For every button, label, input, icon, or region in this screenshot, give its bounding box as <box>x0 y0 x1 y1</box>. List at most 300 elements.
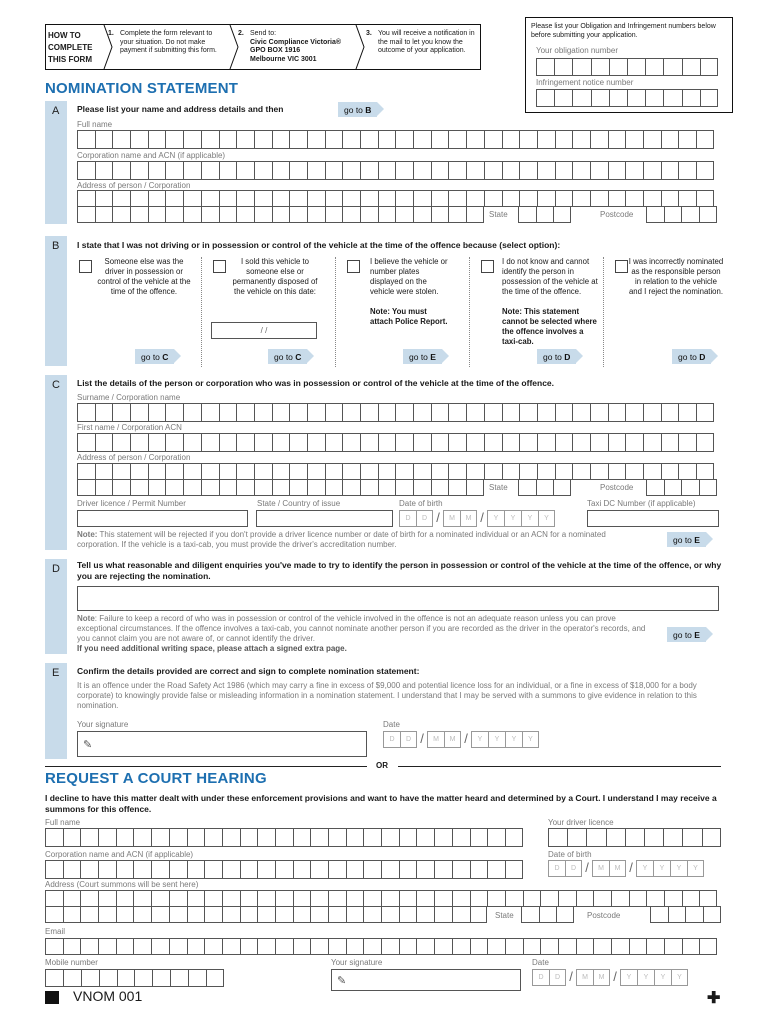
char-box[interactable] <box>63 969 81 987</box>
char-box[interactable] <box>466 463 484 480</box>
char-box[interactable] <box>170 969 188 987</box>
date-char-box[interactable]: D <box>549 969 566 986</box>
char-box[interactable] <box>77 206 95 223</box>
char-box[interactable] <box>183 463 201 480</box>
char-box[interactable] <box>112 433 130 452</box>
char-box[interactable] <box>519 433 537 452</box>
char-box[interactable] <box>363 906 381 923</box>
char-box[interactable] <box>381 828 399 847</box>
char-box[interactable] <box>187 828 205 847</box>
char-box[interactable] <box>448 403 466 422</box>
court-signature-input[interactable] <box>331 969 521 991</box>
char-box[interactable] <box>275 860 293 879</box>
dob-input[interactable] <box>399 510 555 527</box>
char-box[interactable] <box>112 190 130 207</box>
char-box[interactable] <box>45 860 63 879</box>
char-box[interactable] <box>363 938 381 955</box>
char-box[interactable] <box>572 190 590 207</box>
char-box[interactable] <box>80 906 98 923</box>
char-box[interactable] <box>165 161 183 180</box>
char-box[interactable] <box>505 828 523 847</box>
char-box[interactable] <box>593 938 611 955</box>
date-char-box[interactable]: Y <box>471 731 488 748</box>
date-char-box[interactable]: Y <box>521 510 538 527</box>
char-box[interactable] <box>416 906 434 923</box>
char-box[interactable] <box>219 463 237 480</box>
char-box[interactable] <box>346 906 364 923</box>
postcode-input[interactable] <box>646 206 717 223</box>
char-box[interactable] <box>165 206 183 223</box>
char-box[interactable] <box>553 206 571 223</box>
char-box[interactable] <box>537 161 555 180</box>
char-box[interactable] <box>346 860 364 879</box>
char-box[interactable] <box>466 479 484 496</box>
char-box[interactable] <box>289 130 307 149</box>
date-char-box[interactable]: M <box>593 969 610 986</box>
char-box[interactable] <box>219 479 237 496</box>
char-box[interactable] <box>608 161 626 180</box>
char-box[interactable] <box>555 463 573 480</box>
char-box[interactable] <box>661 161 679 180</box>
char-box[interactable] <box>608 463 626 480</box>
char-box[interactable] <box>360 463 378 480</box>
date-char-box[interactable]: Y <box>687 860 704 877</box>
char-box[interactable] <box>293 890 311 907</box>
char-box[interactable] <box>523 890 541 907</box>
char-box[interactable] <box>95 190 113 207</box>
char-box[interactable] <box>645 89 663 107</box>
char-box[interactable] <box>395 463 413 480</box>
char-box[interactable] <box>536 89 554 107</box>
char-box[interactable] <box>346 890 364 907</box>
goto-b-button[interactable]: go to B <box>338 102 377 117</box>
char-box[interactable] <box>307 130 325 149</box>
char-box[interactable] <box>643 463 661 480</box>
infringement-number-input[interactable] <box>536 89 718 107</box>
char-box[interactable] <box>342 206 360 223</box>
char-box[interactable] <box>696 403 714 422</box>
char-box[interactable] <box>452 890 470 907</box>
char-box[interactable] <box>151 906 169 923</box>
char-box[interactable] <box>275 938 293 955</box>
char-box[interactable] <box>342 130 360 149</box>
char-box[interactable] <box>201 161 219 180</box>
char-box[interactable] <box>502 433 520 452</box>
char-box[interactable] <box>431 403 449 422</box>
char-box[interactable] <box>413 403 431 422</box>
char-box[interactable] <box>627 89 645 107</box>
char-box[interactable] <box>381 938 399 955</box>
char-box[interactable] <box>236 190 254 207</box>
char-box[interactable] <box>222 938 240 955</box>
char-box[interactable] <box>505 938 523 955</box>
char-box[interactable] <box>378 206 396 223</box>
char-box[interactable] <box>325 190 343 207</box>
char-box[interactable] <box>169 828 187 847</box>
char-box[interactable] <box>45 890 63 907</box>
char-box[interactable] <box>572 433 590 452</box>
char-box[interactable] <box>80 890 98 907</box>
char-box[interactable] <box>663 58 681 76</box>
char-box[interactable] <box>399 890 417 907</box>
char-box[interactable] <box>152 969 170 987</box>
char-box[interactable] <box>342 403 360 422</box>
taxi-input[interactable] <box>587 510 719 527</box>
char-box[interactable] <box>272 403 290 422</box>
char-box[interactable] <box>133 890 151 907</box>
char-box[interactable] <box>63 938 81 955</box>
char-box[interactable] <box>98 890 116 907</box>
address-input-line-2[interactable] <box>77 206 484 223</box>
goto-e-button[interactable]: go to E <box>667 532 706 547</box>
char-box[interactable] <box>63 828 81 847</box>
char-box[interactable] <box>307 206 325 223</box>
char-box[interactable] <box>466 206 484 223</box>
char-box[interactable] <box>206 969 224 987</box>
char-box[interactable] <box>521 906 539 923</box>
char-box[interactable] <box>681 479 699 496</box>
char-box[interactable] <box>257 828 275 847</box>
char-box[interactable] <box>236 403 254 422</box>
char-box[interactable] <box>289 463 307 480</box>
char-box[interactable] <box>645 58 663 76</box>
char-box[interactable] <box>661 190 679 207</box>
char-box[interactable] <box>201 479 219 496</box>
char-box[interactable] <box>307 463 325 480</box>
char-box[interactable] <box>593 890 611 907</box>
char-box[interactable] <box>98 828 116 847</box>
char-box[interactable] <box>187 890 205 907</box>
char-box[interactable] <box>555 161 573 180</box>
char-box[interactable] <box>611 938 629 955</box>
char-box[interactable] <box>222 906 240 923</box>
char-box[interactable] <box>646 479 664 496</box>
char-box[interactable] <box>678 433 696 452</box>
char-box[interactable] <box>591 89 609 107</box>
sold-date-input[interactable]: / / <box>211 322 317 339</box>
char-box[interactable] <box>328 860 346 879</box>
char-box[interactable] <box>378 479 396 496</box>
char-box[interactable] <box>519 161 537 180</box>
char-box[interactable] <box>254 161 272 180</box>
goto-e-button[interactable]: go to E <box>667 627 706 642</box>
char-box[interactable] <box>254 433 272 452</box>
char-box[interactable] <box>130 433 148 452</box>
state-input[interactable] <box>518 206 571 223</box>
char-box[interactable] <box>201 130 219 149</box>
char-box[interactable] <box>416 938 434 955</box>
date-char-box[interactable]: Y <box>488 731 505 748</box>
char-box[interactable] <box>664 890 682 907</box>
date-char-box[interactable]: D <box>416 510 433 527</box>
char-box[interactable] <box>342 463 360 480</box>
char-box[interactable] <box>130 206 148 223</box>
char-box[interactable] <box>63 906 81 923</box>
char-box[interactable] <box>505 860 523 879</box>
char-box[interactable] <box>643 190 661 207</box>
char-box[interactable] <box>591 58 609 76</box>
option-3-checkbox[interactable] <box>347 260 360 273</box>
char-box[interactable] <box>325 130 343 149</box>
char-box[interactable] <box>95 161 113 180</box>
char-box[interactable] <box>539 906 557 923</box>
char-box[interactable] <box>187 938 205 955</box>
char-box[interactable] <box>363 828 381 847</box>
char-box[interactable] <box>431 433 449 452</box>
char-box[interactable] <box>699 206 717 223</box>
char-box[interactable] <box>487 938 505 955</box>
char-box[interactable] <box>452 860 470 879</box>
char-box[interactable] <box>395 433 413 452</box>
char-box[interactable] <box>558 890 576 907</box>
char-box[interactable] <box>254 206 272 223</box>
char-box[interactable] <box>505 890 523 907</box>
char-box[interactable] <box>165 433 183 452</box>
char-box[interactable] <box>201 433 219 452</box>
char-box[interactable] <box>293 938 311 955</box>
char-box[interactable] <box>80 828 98 847</box>
char-box[interactable] <box>45 969 63 987</box>
char-box[interactable] <box>165 479 183 496</box>
char-box[interactable] <box>466 130 484 149</box>
char-box[interactable] <box>452 938 470 955</box>
char-box[interactable] <box>399 938 417 955</box>
char-box[interactable] <box>537 130 555 149</box>
char-box[interactable] <box>381 906 399 923</box>
char-box[interactable] <box>466 403 484 422</box>
char-box[interactable] <box>360 433 378 452</box>
char-box[interactable] <box>678 130 696 149</box>
char-box[interactable] <box>484 130 502 149</box>
char-box[interactable] <box>643 161 661 180</box>
char-box[interactable] <box>590 161 608 180</box>
char-box[interactable] <box>643 403 661 422</box>
char-box[interactable] <box>45 906 63 923</box>
char-box[interactable] <box>201 463 219 480</box>
char-box[interactable] <box>537 463 555 480</box>
date-char-box[interactable]: Y <box>538 510 555 527</box>
address-input-line-1[interactable] <box>77 190 714 207</box>
char-box[interactable] <box>77 479 95 496</box>
char-box[interactable] <box>254 190 272 207</box>
char-box[interactable] <box>536 58 554 76</box>
char-box[interactable] <box>63 860 81 879</box>
corporation-input[interactable] <box>77 161 714 180</box>
char-box[interactable] <box>272 161 290 180</box>
char-box[interactable] <box>148 206 166 223</box>
char-box[interactable] <box>650 906 668 923</box>
char-box[interactable] <box>98 938 116 955</box>
signature-input[interactable] <box>77 731 367 757</box>
char-box[interactable] <box>204 890 222 907</box>
char-box[interactable] <box>307 433 325 452</box>
char-box[interactable] <box>325 463 343 480</box>
char-box[interactable] <box>696 130 714 149</box>
char-box[interactable] <box>325 403 343 422</box>
char-box[interactable] <box>151 890 169 907</box>
char-box[interactable] <box>254 463 272 480</box>
char-box[interactable] <box>272 463 290 480</box>
char-box[interactable] <box>183 161 201 180</box>
char-box[interactable] <box>272 190 290 207</box>
char-box[interactable] <box>188 969 206 987</box>
char-box[interactable] <box>399 906 417 923</box>
court-full-name-input[interactable] <box>45 828 523 847</box>
char-box[interactable] <box>45 938 63 955</box>
first-name-input[interactable] <box>77 433 714 452</box>
char-box[interactable] <box>77 403 95 422</box>
char-box[interactable] <box>112 130 130 149</box>
char-box[interactable] <box>567 828 586 847</box>
char-box[interactable] <box>643 433 661 452</box>
char-box[interactable] <box>685 906 703 923</box>
char-box[interactable] <box>700 58 718 76</box>
char-box[interactable] <box>77 130 95 149</box>
char-box[interactable] <box>378 433 396 452</box>
licence-input[interactable] <box>77 510 248 527</box>
char-box[interactable] <box>395 206 413 223</box>
char-box[interactable] <box>572 89 590 107</box>
char-box[interactable] <box>165 463 183 480</box>
char-box[interactable] <box>148 161 166 180</box>
court-state-input[interactable] <box>521 906 574 923</box>
char-box[interactable] <box>187 860 205 879</box>
char-box[interactable] <box>381 890 399 907</box>
e-date-input[interactable] <box>383 731 539 748</box>
char-box[interactable] <box>236 206 254 223</box>
char-box[interactable] <box>663 828 682 847</box>
char-box[interactable] <box>325 479 343 496</box>
char-box[interactable] <box>289 206 307 223</box>
char-box[interactable] <box>130 463 148 480</box>
char-box[interactable] <box>310 828 328 847</box>
char-box[interactable] <box>204 906 222 923</box>
char-box[interactable] <box>148 479 166 496</box>
char-box[interactable] <box>342 190 360 207</box>
char-box[interactable] <box>201 403 219 422</box>
char-box[interactable] <box>470 906 488 923</box>
char-box[interactable] <box>236 479 254 496</box>
char-box[interactable] <box>148 403 166 422</box>
char-box[interactable] <box>625 828 644 847</box>
char-box[interactable] <box>466 190 484 207</box>
char-box[interactable] <box>219 130 237 149</box>
char-box[interactable] <box>240 828 258 847</box>
char-box[interactable] <box>466 433 484 452</box>
char-box[interactable] <box>413 479 431 496</box>
char-box[interactable] <box>98 906 116 923</box>
char-box[interactable] <box>240 860 258 879</box>
char-box[interactable] <box>484 463 502 480</box>
date-char-box[interactable]: Y <box>522 731 539 748</box>
char-box[interactable] <box>378 130 396 149</box>
char-box[interactable] <box>112 206 130 223</box>
char-box[interactable] <box>470 828 488 847</box>
char-box[interactable] <box>627 58 645 76</box>
char-box[interactable] <box>502 130 520 149</box>
char-box[interactable] <box>399 860 417 879</box>
char-box[interactable] <box>95 463 113 480</box>
char-box[interactable] <box>151 828 169 847</box>
char-box[interactable] <box>346 828 364 847</box>
char-box[interactable] <box>289 479 307 496</box>
char-box[interactable] <box>663 89 681 107</box>
char-box[interactable] <box>664 938 682 955</box>
char-box[interactable] <box>681 206 699 223</box>
char-box[interactable] <box>133 828 151 847</box>
char-box[interactable] <box>395 479 413 496</box>
char-box[interactable] <box>590 130 608 149</box>
char-box[interactable] <box>219 206 237 223</box>
char-box[interactable] <box>130 190 148 207</box>
char-box[interactable] <box>289 190 307 207</box>
char-box[interactable] <box>378 190 396 207</box>
char-box[interactable] <box>204 860 222 879</box>
char-box[interactable] <box>644 828 663 847</box>
char-box[interactable] <box>151 860 169 879</box>
date-char-box[interactable]: Y <box>620 969 637 986</box>
c-postcode-input[interactable] <box>646 479 717 496</box>
enquiries-input[interactable] <box>77 586 719 611</box>
char-box[interactable] <box>342 479 360 496</box>
char-box[interactable] <box>590 463 608 480</box>
char-box[interactable] <box>519 190 537 207</box>
char-box[interactable] <box>307 479 325 496</box>
char-box[interactable] <box>682 938 700 955</box>
char-box[interactable] <box>682 58 700 76</box>
char-box[interactable] <box>204 938 222 955</box>
date-char-box[interactable]: Y <box>487 510 504 527</box>
char-box[interactable] <box>169 890 187 907</box>
char-box[interactable] <box>431 190 449 207</box>
c-address-input-line-2[interactable] <box>77 479 484 496</box>
char-box[interactable] <box>240 890 258 907</box>
court-mobile-input[interactable] <box>45 969 224 987</box>
char-box[interactable] <box>696 161 714 180</box>
option-5-goto-button[interactable]: go to D <box>672 349 711 364</box>
char-box[interactable] <box>201 190 219 207</box>
date-char-box[interactable]: M <box>609 860 626 877</box>
char-box[interactable] <box>325 433 343 452</box>
char-box[interactable] <box>646 938 664 955</box>
char-box[interactable] <box>487 860 505 879</box>
char-box[interactable] <box>289 161 307 180</box>
char-box[interactable] <box>576 938 594 955</box>
char-box[interactable] <box>502 403 520 422</box>
obligation-number-input[interactable] <box>536 58 718 76</box>
char-box[interactable] <box>222 828 240 847</box>
char-box[interactable] <box>275 828 293 847</box>
char-box[interactable] <box>293 828 311 847</box>
char-box[interactable] <box>378 161 396 180</box>
char-box[interactable] <box>611 890 629 907</box>
char-box[interactable] <box>360 403 378 422</box>
char-box[interactable] <box>699 479 717 496</box>
char-box[interactable] <box>360 130 378 149</box>
date-char-box[interactable]: Y <box>653 860 670 877</box>
char-box[interactable] <box>519 403 537 422</box>
char-box[interactable] <box>661 130 679 149</box>
court-postcode-input[interactable] <box>650 906 721 923</box>
option-1-goto-button[interactable]: go to C <box>135 349 174 364</box>
char-box[interactable] <box>661 433 679 452</box>
char-box[interactable] <box>293 860 311 879</box>
char-box[interactable] <box>219 433 237 452</box>
char-box[interactable] <box>257 860 275 879</box>
char-box[interactable] <box>586 828 605 847</box>
char-box[interactable] <box>95 479 113 496</box>
date-char-box[interactable]: D <box>548 860 565 877</box>
